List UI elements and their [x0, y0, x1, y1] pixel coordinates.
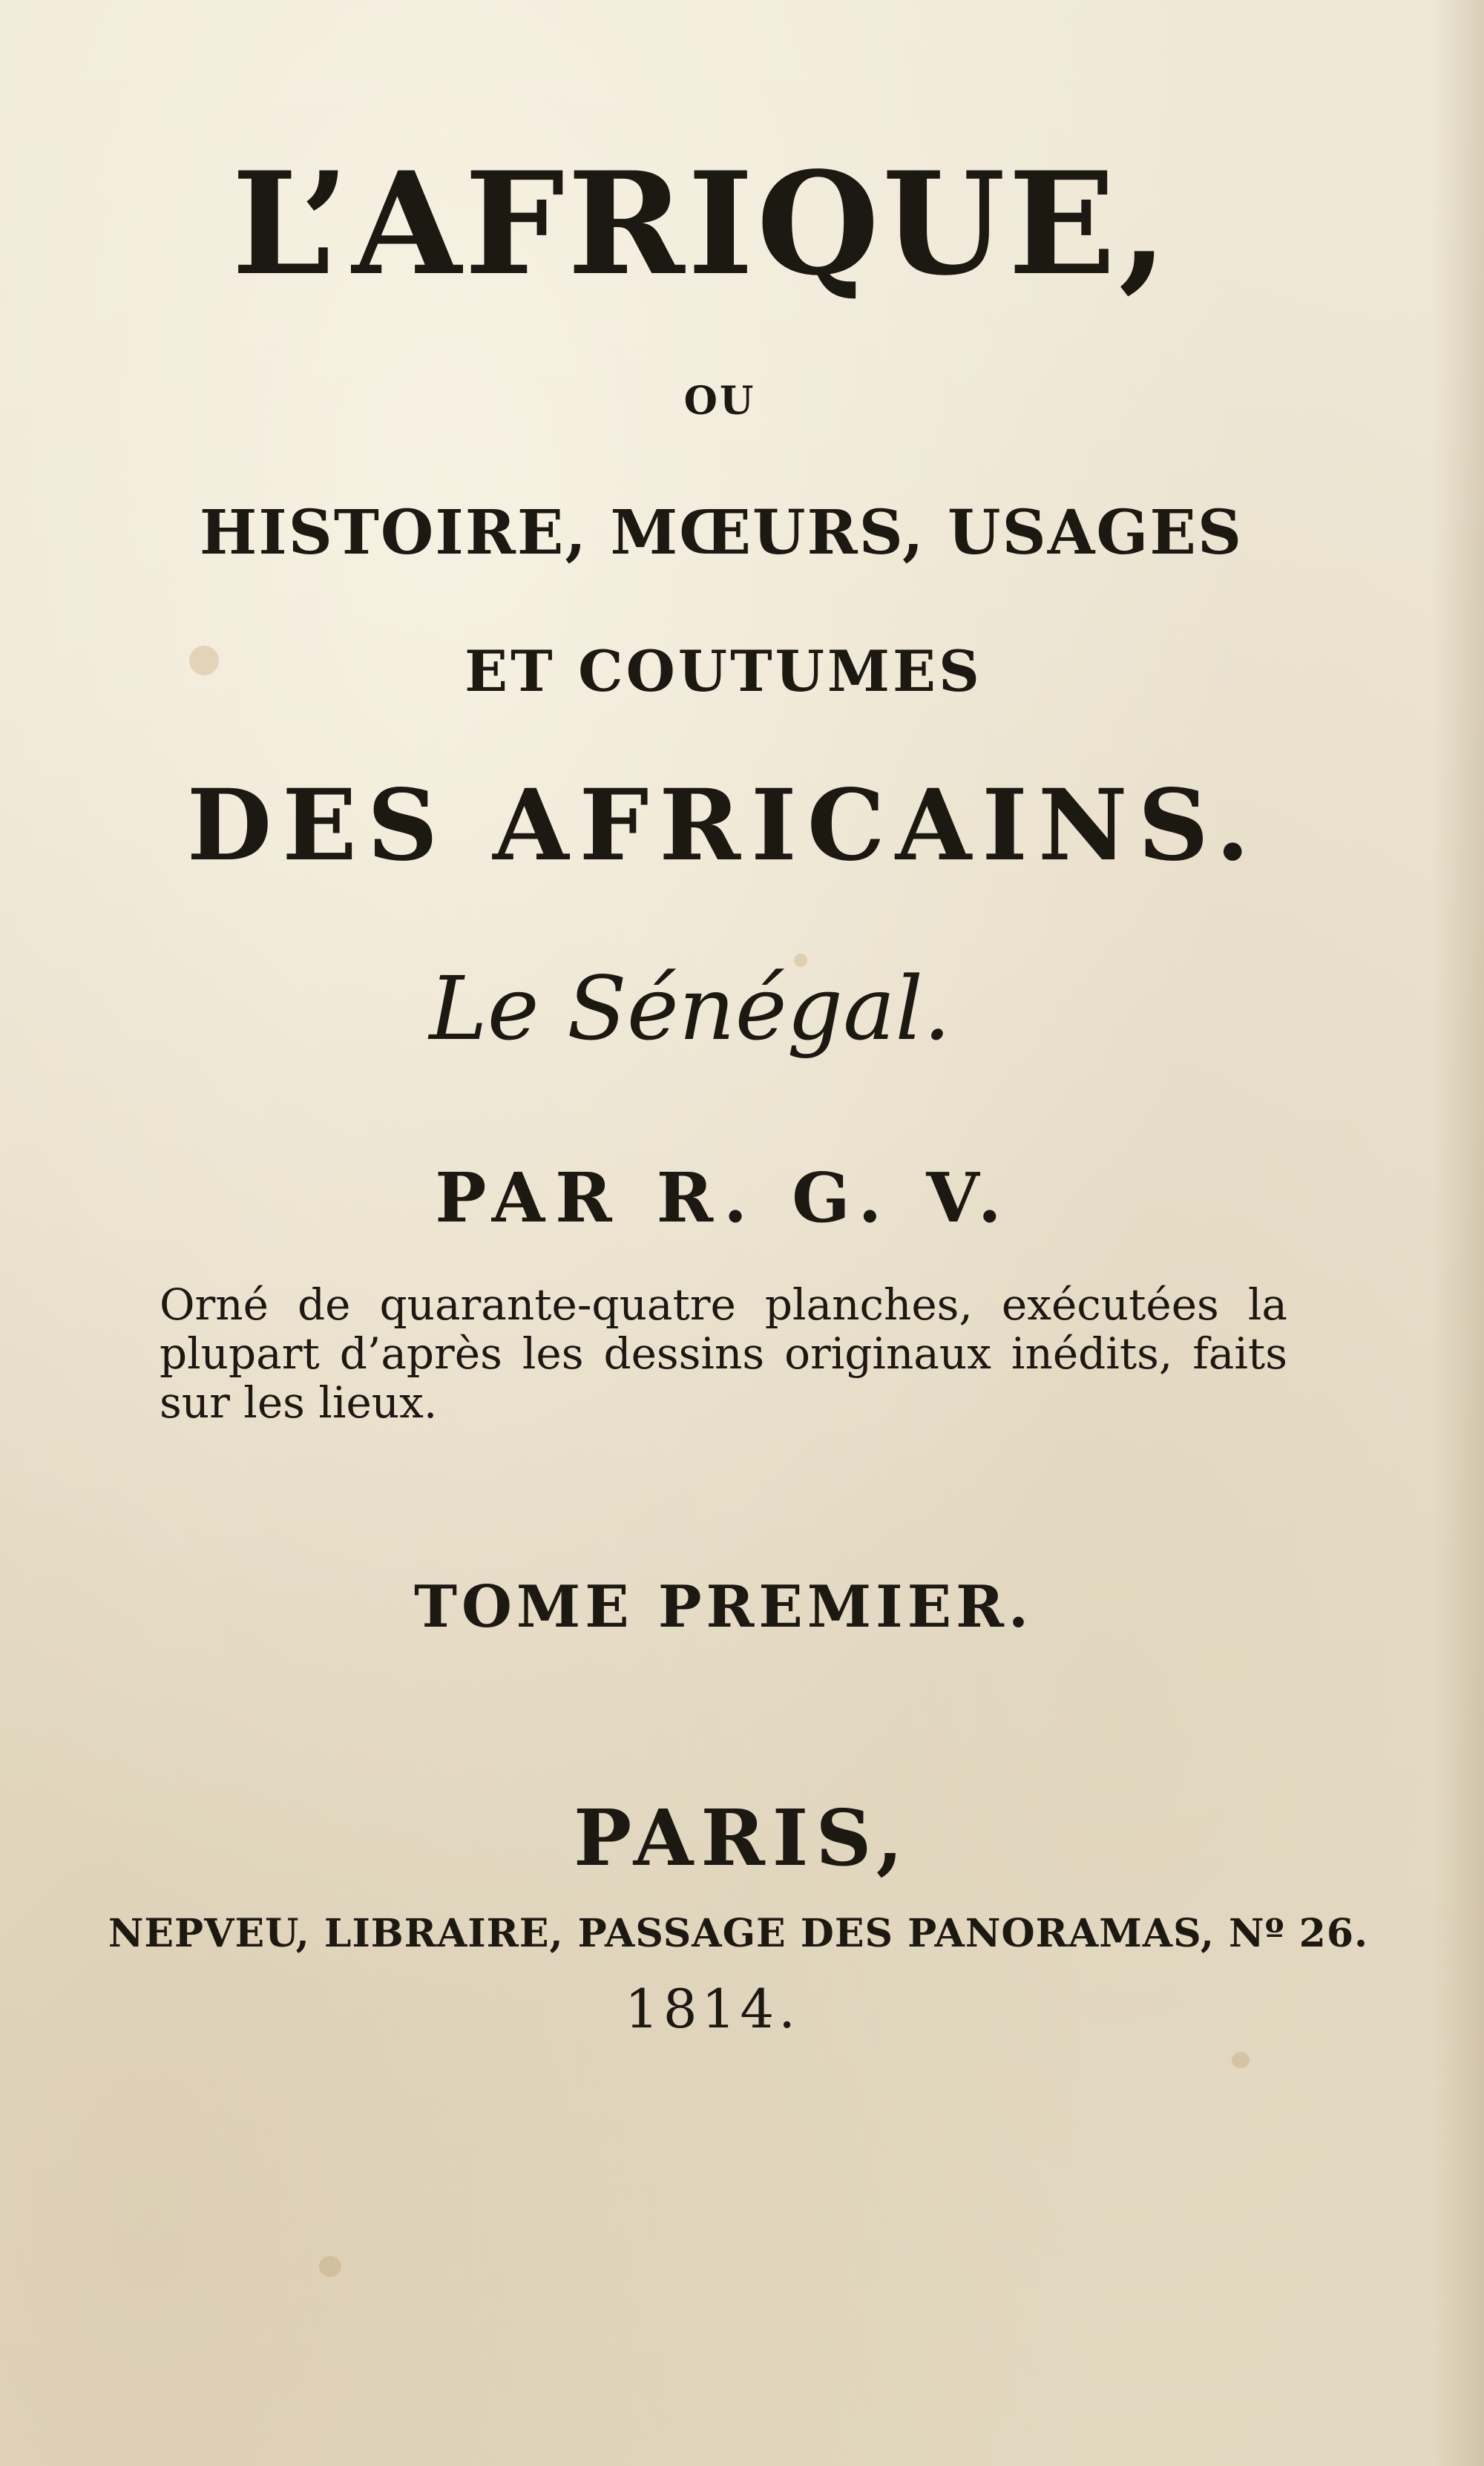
subtitle-line-2: ET COUTUMES	[464, 638, 982, 704]
title-connector: OU	[683, 378, 756, 424]
illustrations-description: Orné de quarante-quatre planches, exécutées la plupart d’après les dessins originaux inédits, faits sur les lieux.	[160, 1279, 1287, 1428]
publication-year: 1814.	[624, 1978, 801, 2040]
volume-label: TOME PREMIER.	[413, 1573, 1034, 1641]
author-line: PAR R. G. V.	[435, 1158, 1012, 1238]
book-title: L’AFRIQUE,	[232, 141, 1171, 306]
foxing-spot	[1232, 2052, 1250, 2068]
publisher-line: NEPVEU, LIBRAIRE, PASSAGE DES PANORAMAS, Nº 26.	[108, 1911, 1369, 1956]
foxing-spot	[319, 2256, 341, 2277]
handwritten-annotation: Le Sénégal.	[429, 957, 951, 1060]
publication-place: PARIS,	[573, 1792, 910, 1883]
subtitle-line-1: HISTOIRE, MŒURS, USAGES	[199, 497, 1244, 568]
subtitle-line-3: DES AFRICAINS.	[186, 768, 1261, 883]
